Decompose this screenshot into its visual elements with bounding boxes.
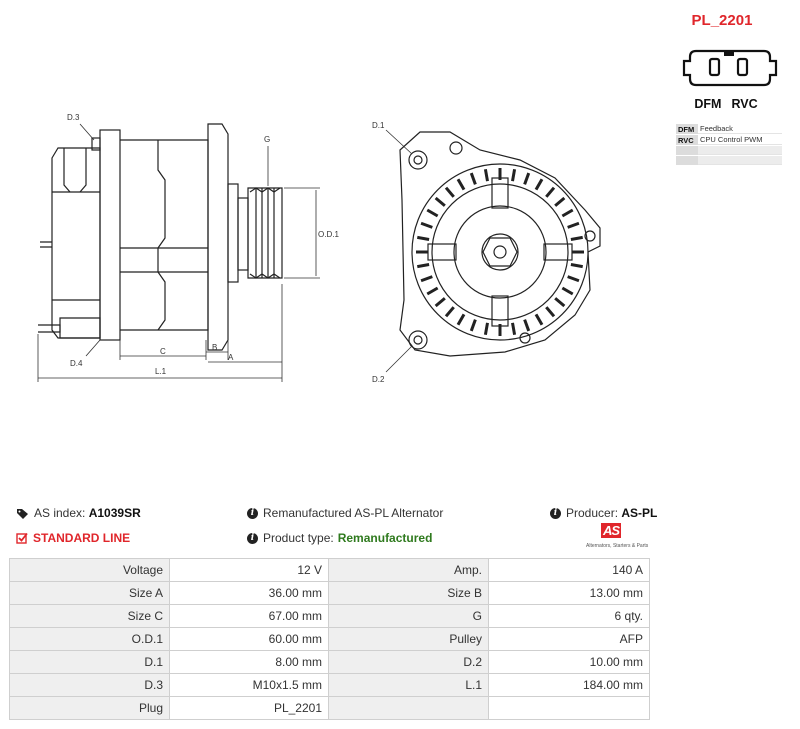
spec-key: Voltage <box>10 559 170 582</box>
pin-code: DFM <box>676 124 698 134</box>
spec-key: D.1 <box>10 651 170 674</box>
cooling-slot <box>417 237 429 239</box>
pin-desc <box>698 146 782 155</box>
cooling-slot <box>421 277 432 281</box>
spec-key: Amp. <box>329 559 489 582</box>
cooling-slot <box>436 198 445 206</box>
spec-value: 6 qty. <box>489 605 650 628</box>
info-icon: i <box>247 533 258 544</box>
cooling-slot <box>471 173 475 184</box>
producer-row <box>550 506 657 520</box>
spec-value: M10x1.5 mm <box>170 674 329 697</box>
spec-value: 10.00 mm <box>489 651 650 674</box>
cooling-slot <box>458 314 464 324</box>
label-b: B <box>212 343 218 352</box>
spec-table <box>9 558 650 720</box>
pulley <box>248 188 282 278</box>
spec-row <box>10 605 650 628</box>
cooling-slot <box>427 210 437 216</box>
plug-pin-labels <box>664 97 788 111</box>
front-leaders <box>386 130 412 372</box>
spec-value: 36.00 mm <box>170 582 329 605</box>
cooling-slot <box>568 223 579 227</box>
pin-code <box>676 156 698 165</box>
rear-stud <box>40 242 52 247</box>
spec-key: O.D.1 <box>10 628 170 651</box>
cooling-slot <box>427 288 437 294</box>
cooling-slot <box>555 198 564 206</box>
description-row <box>247 506 443 520</box>
cooling-slots <box>416 168 584 336</box>
spec-table-body <box>10 559 650 720</box>
front-outer-ring <box>412 164 588 340</box>
spec-value: 12 V <box>170 559 329 582</box>
spec-row <box>10 628 650 651</box>
producer-label: Producer: <box>566 506 619 520</box>
product-description: Remanufactured AS-PL Alternator <box>263 506 444 520</box>
cooling-slot <box>417 265 429 267</box>
cooling-slot <box>562 288 572 294</box>
spec-value: 67.00 mm <box>170 605 329 628</box>
spec-row <box>10 651 650 674</box>
label-c: C <box>160 347 166 356</box>
spec-value: PL_2201 <box>170 697 329 720</box>
cooling-slot <box>436 298 445 306</box>
plug-title: PL_2201 <box>691 12 753 29</box>
alternator-drawing <box>0 0 660 400</box>
cooling-slot <box>571 265 583 267</box>
pin-table <box>676 123 782 166</box>
cooling-slot <box>446 188 454 197</box>
spec-key <box>329 697 489 720</box>
spec-value: 184.00 mm <box>489 674 650 697</box>
as-index-value: A1039SR <box>88 506 141 520</box>
spec-value: 13.00 mm <box>489 582 650 605</box>
cooling-slot <box>555 298 564 306</box>
plug-panel <box>672 12 788 166</box>
cooling-slot <box>536 179 542 189</box>
cooling-slot <box>421 223 432 227</box>
pin-row <box>676 135 782 145</box>
spec-value: 60.00 mm <box>170 628 329 651</box>
cooling-slot <box>513 323 515 335</box>
label-a: A <box>228 353 234 362</box>
spec-key: Plug <box>10 697 170 720</box>
producer-logo <box>586 522 650 552</box>
label-g: G <box>264 135 271 144</box>
pin-desc: CPU Control PWM <box>698 135 782 145</box>
cooling-slot <box>471 320 475 331</box>
spec-key: D.2 <box>329 651 489 674</box>
cooling-slot <box>485 169 487 181</box>
front-housing <box>208 124 228 350</box>
logo-tagline: Alternators, Starters & Parts <box>586 543 649 549</box>
front-view <box>400 132 600 356</box>
pin-row <box>676 124 782 134</box>
spec-key: D.3 <box>10 674 170 697</box>
label-d4: D.4 <box>70 359 83 368</box>
spec-key: Size B <box>329 582 489 605</box>
spec-key: Size C <box>10 605 170 628</box>
stator <box>120 140 208 330</box>
producer-value: AS-PL <box>621 506 658 520</box>
cooling-slot <box>562 210 572 216</box>
side-view <box>38 124 282 350</box>
cooling-slot <box>513 169 515 181</box>
pin-label-dfm: DFM <box>694 97 722 111</box>
label-d2: D.2 <box>372 375 385 384</box>
cooling-slot <box>546 188 554 197</box>
cooling-slot <box>485 323 487 335</box>
cooling-slot <box>568 277 579 281</box>
as-index-label: AS index: <box>34 506 86 520</box>
product-type-row <box>247 531 432 545</box>
pin-row <box>676 156 782 165</box>
spec-row <box>10 559 650 582</box>
rear-cover <box>52 148 100 338</box>
info-icon: i <box>247 508 258 519</box>
standard-line-label: STANDARD LINE <box>33 531 131 545</box>
pin-desc: Feedback <box>698 124 782 134</box>
spec-value: 8.00 mm <box>170 651 329 674</box>
label-od1: O.D.1 <box>318 230 339 239</box>
cooling-slot <box>571 237 583 239</box>
as-index-row <box>16 506 141 520</box>
shaft-nut <box>483 238 517 266</box>
product-type-value: Remanufactured <box>337 531 433 545</box>
cooling-slot <box>446 307 454 316</box>
cooling-slot <box>458 179 464 189</box>
cooling-slot <box>525 173 529 184</box>
plug-connector-icon <box>680 43 780 93</box>
standard-line-row <box>16 531 130 545</box>
cooling-slot <box>525 320 529 331</box>
spec-key: Pulley <box>329 628 489 651</box>
pin-code: RVC <box>676 135 698 145</box>
spec-key: L.1 <box>329 674 489 697</box>
pin-row <box>676 146 782 155</box>
pin-label-rvc: RVC <box>731 97 758 111</box>
label-d1: D.1 <box>372 121 385 130</box>
cooling-slot <box>536 314 542 324</box>
alternator-drawing-svg <box>0 0 660 400</box>
info-icon: i <box>550 508 561 519</box>
terminal <box>38 325 60 332</box>
checkbox-checked-icon <box>16 532 28 544</box>
rear-housing <box>100 130 120 340</box>
label-d3: D.3 <box>67 113 80 122</box>
spec-value: AFP <box>489 628 650 651</box>
spec-row <box>10 674 650 697</box>
pulley-face <box>454 206 546 298</box>
spec-key: G <box>329 605 489 628</box>
tag-icon <box>16 508 29 519</box>
pin-code <box>676 146 698 155</box>
pin-desc <box>698 156 782 165</box>
spec-row <box>10 697 650 720</box>
dimension-lines <box>38 124 320 382</box>
spec-value <box>489 697 650 720</box>
spec-row <box>10 582 650 605</box>
logo-mark: AS <box>603 523 620 538</box>
label-l1: L.1 <box>155 367 167 376</box>
cooling-slot <box>546 307 554 316</box>
spec-value: 140 A <box>489 559 650 582</box>
product-type-label: Product type: <box>263 531 334 545</box>
spec-key: Size A <box>10 582 170 605</box>
